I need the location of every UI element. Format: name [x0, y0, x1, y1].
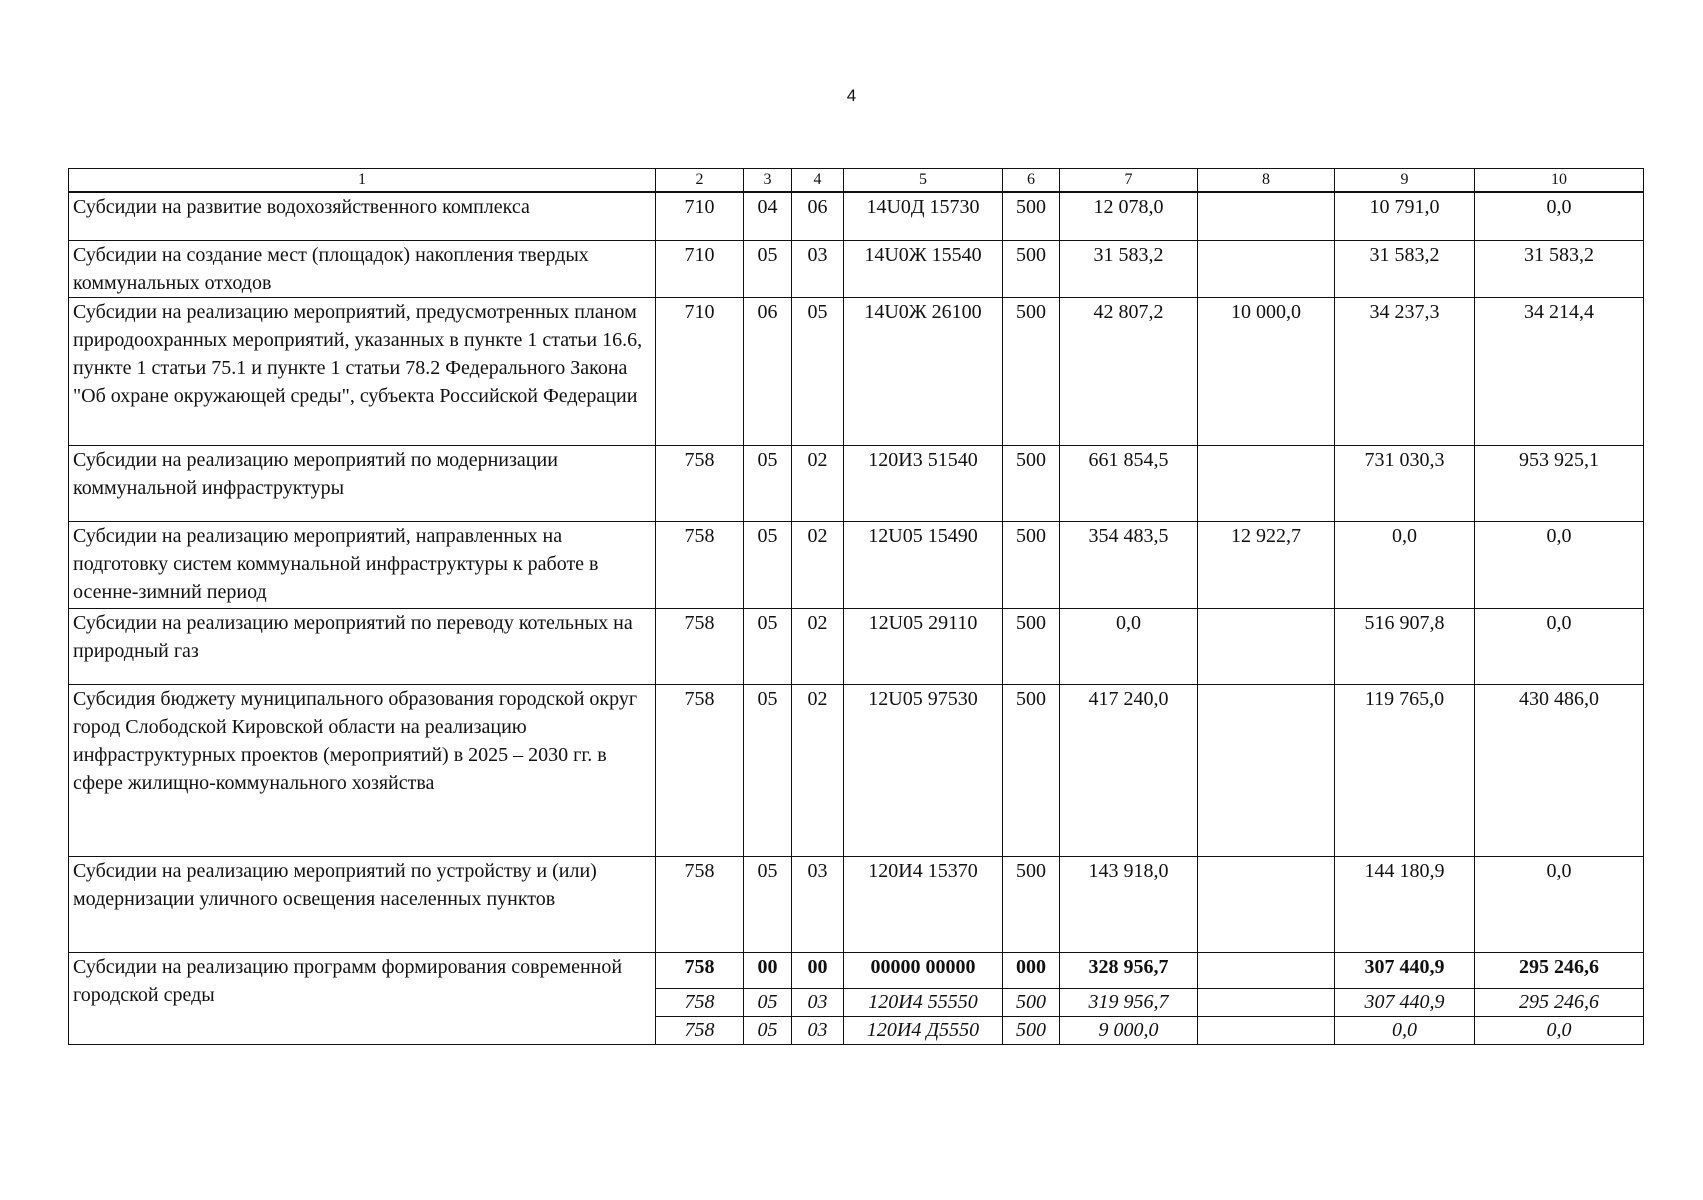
amount-cell: 953 925,1 [1475, 445, 1644, 521]
subsidy-name: Субсидии на реализацию мероприятий, направленных на подготовку систем коммунальной инфраструктуры к работе в осенне-зимний период [69, 521, 656, 608]
amount-cell: 9 000,0 [1060, 1016, 1198, 1044]
code-cell: 120И3 51540 [844, 445, 1003, 521]
code-cell: 03 [792, 856, 844, 952]
subsidy-name: Субсидии на реализацию мероприятий, предусмотренных планом природоохранных мероприятий, указанных в пункте 1 статьи 16.6, пункте 1 статьи 75.1 и пункте 1 статьи 78.2 Федерального Закона "Об охране окружающей среды", субъекта Российской Федерации [69, 297, 656, 445]
code-cell: 02 [792, 521, 844, 608]
amount-cell: 430 486,0 [1475, 684, 1644, 856]
code-cell: 500 [1003, 240, 1060, 297]
code-cell: 758 [656, 684, 744, 856]
budget-table [68, 168, 1644, 1045]
column-header: 10 [1475, 169, 1644, 193]
code-cell: 14U0Ж 15540 [844, 240, 1003, 297]
code-cell: 710 [656, 297, 744, 445]
code-cell: 03 [792, 988, 844, 1016]
table-row [69, 521, 1644, 608]
amount-cell: 0,0 [1335, 521, 1475, 608]
amount-cell: 319 956,7 [1060, 988, 1198, 1016]
column-header: 7 [1060, 169, 1198, 193]
table-row [69, 445, 1644, 521]
code-cell: 758 [656, 521, 744, 608]
code-cell: 02 [792, 684, 844, 856]
code-cell: 500 [1003, 192, 1060, 240]
subsidy-name: Субсидии на реализацию мероприятий по переводу котельных на природный газ [69, 608, 656, 684]
code-cell: 05 [744, 608, 792, 684]
amount-cell: 34 237,3 [1335, 297, 1475, 445]
amount-cell: 328 956,7 [1060, 952, 1198, 988]
code-cell: 02 [792, 608, 844, 684]
code-cell: 00 [792, 952, 844, 988]
subsidy-name: Субсидии на развитие водохозяйственного комплекса [69, 192, 656, 240]
code-cell: 710 [656, 192, 744, 240]
column-header: 9 [1335, 169, 1475, 193]
code-cell: 12U05 15490 [844, 521, 1003, 608]
amount-cell [1198, 856, 1335, 952]
code-cell: 05 [744, 684, 792, 856]
column-header: 3 [744, 169, 792, 193]
amount-cell: 31 583,2 [1060, 240, 1198, 297]
code-cell: 500 [1003, 856, 1060, 952]
header-row [69, 169, 1644, 193]
amount-cell: 31 583,2 [1335, 240, 1475, 297]
table-row [69, 684, 1644, 856]
code-cell: 03 [792, 1016, 844, 1044]
code-cell: 05 [792, 297, 844, 445]
amount-cell: 12 078,0 [1060, 192, 1198, 240]
amount-cell [1198, 240, 1335, 297]
subsidy-name: Субсидия бюджету муниципального образования городской округ город Слободской Кировской области на реализацию инфраструктурных проектов (мероприятий) в 2025 – 2030 гг. в сфере жилищно-коммунального хозяйства [69, 684, 656, 856]
amount-cell [1198, 608, 1335, 684]
amount-cell: 0,0 [1475, 521, 1644, 608]
amount-cell: 0,0 [1475, 608, 1644, 684]
code-cell: 06 [744, 297, 792, 445]
table-row [69, 608, 1644, 684]
subsidy-name: Субсидии на реализацию мероприятий по модернизации коммунальной инфраструктуры [69, 445, 656, 521]
amount-cell: 354 483,5 [1060, 521, 1198, 608]
column-header: 2 [656, 169, 744, 193]
code-cell: 758 [656, 1016, 744, 1044]
table-row [69, 297, 1644, 445]
table-row [69, 856, 1644, 952]
code-cell: 05 [744, 240, 792, 297]
code-cell: 500 [1003, 988, 1060, 1016]
subsidy-name: Субсидии на создание мест (площадок) накопления твердых коммунальных отходов [69, 240, 656, 297]
code-cell: 14U0Д 15730 [844, 192, 1003, 240]
code-cell: 758 [656, 856, 744, 952]
amount-cell: 0,0 [1060, 608, 1198, 684]
code-cell: 05 [744, 445, 792, 521]
amount-cell: 119 765,0 [1335, 684, 1475, 856]
amount-cell: 417 240,0 [1060, 684, 1198, 856]
subsidy-name: Субсидии на реализацию мероприятий по устройству и (или) модернизации уличного освещения населенных пунктов [69, 856, 656, 952]
code-cell: 05 [744, 521, 792, 608]
column-header: 5 [844, 169, 1003, 193]
subsidy-name: Субсидии на реализацию программ формирования современной городской среды [69, 952, 656, 1044]
code-cell: 758 [656, 988, 744, 1016]
code-cell: 05 [744, 856, 792, 952]
amount-cell: 307 440,9 [1335, 988, 1475, 1016]
amount-cell: 295 246,6 [1475, 988, 1644, 1016]
table-row [69, 240, 1644, 297]
amount-cell: 731 030,3 [1335, 445, 1475, 521]
amount-cell: 661 854,5 [1060, 445, 1198, 521]
amount-cell: 0,0 [1475, 1016, 1644, 1044]
code-cell: 758 [656, 445, 744, 521]
column-header: 6 [1003, 169, 1060, 193]
code-cell: 05 [744, 1016, 792, 1044]
amount-cell [1198, 684, 1335, 856]
code-cell: 00000 00000 [844, 952, 1003, 988]
code-cell: 12U05 97530 [844, 684, 1003, 856]
code-cell: 500 [1003, 445, 1060, 521]
amount-cell: 10 000,0 [1198, 297, 1335, 445]
amount-cell [1198, 445, 1335, 521]
code-cell: 758 [656, 952, 744, 988]
code-cell: 710 [656, 240, 744, 297]
code-cell: 00 [744, 952, 792, 988]
code-cell: 500 [1003, 1016, 1060, 1044]
amount-cell: 295 246,6 [1475, 952, 1644, 988]
code-cell: 04 [744, 192, 792, 240]
code-cell: 14U0Ж 26100 [844, 297, 1003, 445]
code-cell: 120И4 Д5550 [844, 1016, 1003, 1044]
amount-cell: 0,0 [1335, 1016, 1475, 1044]
code-cell: 05 [744, 988, 792, 1016]
page-number: 4 [846, 86, 857, 105]
code-cell: 500 [1003, 521, 1060, 608]
amount-cell [1198, 952, 1335, 988]
column-header: 4 [792, 169, 844, 193]
amount-cell: 0,0 [1475, 856, 1644, 952]
amount-cell [1198, 1016, 1335, 1044]
amount-cell: 42 807,2 [1060, 297, 1198, 445]
amount-cell: 12 922,7 [1198, 521, 1335, 608]
code-cell: 06 [792, 192, 844, 240]
code-cell: 500 [1003, 608, 1060, 684]
amount-cell: 144 180,9 [1335, 856, 1475, 952]
amount-cell: 143 918,0 [1060, 856, 1198, 952]
amount-cell [1198, 192, 1335, 240]
code-cell: 03 [792, 240, 844, 297]
code-cell: 120И4 15370 [844, 856, 1003, 952]
amount-cell: 31 583,2 [1475, 240, 1644, 297]
amount-cell: 10 791,0 [1335, 192, 1475, 240]
code-cell: 02 [792, 445, 844, 521]
code-cell: 500 [1003, 297, 1060, 445]
code-cell: 500 [1003, 684, 1060, 856]
group-total-row [69, 952, 1644, 988]
amount-cell: 307 440,9 [1335, 952, 1475, 988]
amount-cell: 516 907,8 [1335, 608, 1475, 684]
column-header: 8 [1198, 169, 1335, 193]
code-cell: 12U05 29110 [844, 608, 1003, 684]
table-row [69, 192, 1644, 240]
column-header: 1 [69, 169, 656, 193]
amount-cell [1198, 988, 1335, 1016]
amount-cell: 0,0 [1475, 192, 1644, 240]
code-cell: 120И4 55550 [844, 988, 1003, 1016]
code-cell: 758 [656, 608, 744, 684]
amount-cell: 34 214,4 [1475, 297, 1644, 445]
code-cell: 000 [1003, 952, 1060, 988]
